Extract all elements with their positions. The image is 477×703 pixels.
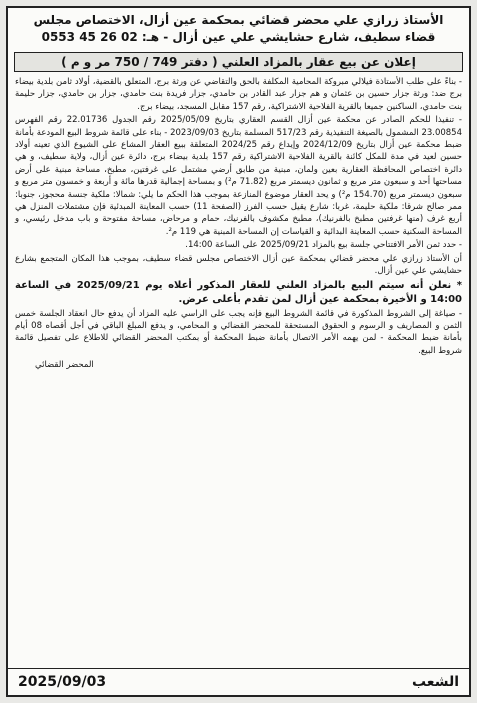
- announcement-sheet: [6, 6, 471, 697]
- paragraph-bailiff: أن الأستاذ زرازي علي محضر قضائي بمحكمة عين أزال الاختصاص مجلس قضاء سطيف، بموجب هذا المكان المتجمع بشارع حشايشي علي عين أزال.: [15, 253, 462, 277]
- announcement-title: إعلان عن بيع عقار بالمزاد العلني ( دفتر 749 / 750 مر و م ): [14, 52, 463, 72]
- paragraph-property: - تنفيذا للحكم الصادر عن محكمة عين أزال القسم العقاري بتاريخ 2025/05/09 رقم الجدول 22.01736 رقم الفهرس 23.00854 المشمول بالصيغة التنفيذية رقم 517/23 المسلمة بتاريخ 2023/09/03 - بناء على قائمة شروط البيع المودعة بأمانة ضبط محكمة عين أزال بتاريخ 2024/12/09 وإيداع رقم 2024/25 المتعلقة ببيع العقار المشاع على الشيوع الذي تعينه أولاد حسين لعيد في مدة للمكل كائنة بالقرية الفلاحية الاشتراكية رقم 157 بلدية بيضاء برج، دائرة عين أزال، ولاية سطيف، و هي دائرة اختصاص المحافظة العقارية بعين ولمان، مبنية من طابق أرضي مشتمل على غرفتين، مطبخ، مساحة مبنية على أرض مساحتها أحد و سبعون متر مربع و ثمانون ديسمتر مربع (71.82 م²) و بمساحة إجمالية قدرها مائة و أربعة و خمسون متر مربع و سبعون ديسمتر مربع (154.70 م²) و يحد العقار موضوع المنازعة بموجب هذا الحكم ما يلي: شمالا: ملكية جنسة محجوز، جنوبا: ممر صالح شرقا: ملكية حليمة، غربا: شارع يقيل حسب الفرز (الصفحة 11) حسب المعاينة المبدئية فإن مشتملات المنزل هي أربع غرف (منها غرفتين مطبخ بالفرنيك)، مطبخ مكشوف بالفرنيك، حمام و مرحاض، مساحة مفتوحة و باب مدخل رئيسي، و المساحة السكنية حسب المعاينة البدائية و القياسات إن المساحة المبنية هي 119 م².: [15, 115, 463, 237]
- header-line-2: قضاء سطيف، شارع حشايشي علي عين أزال - هـ: 02 26 45 0553: [41, 30, 436, 44]
- sale-announcement: * نعلن أنه سيتم البيع بالمزاد العلني للعقار المذكور أعلاه يوم 2025/09/21 في الساعة 14:00 و الأخيرة بمحكمة عين أزال لمن تقدم بأعلى عرض.: [15, 279, 463, 305]
- footer: [8, 668, 469, 695]
- paragraph-parties: - بناءً على طلب الأستاذة فيلالي مبروكة المحامية المكلفة بالحق والتقاضي عن ورثة برج، المتعلق بالقضية، أولاد ثامن بلدية بيضاء برج ضد: ورثة جزار حسين بن عثمان و هم جزار عبد القادر بن حامدي، جزار فريدة بنت حامدي، جزار بن حامدي، جزار حليمة بنت حامدي، الساكنين جميعا بالقرية الفلاحية الاشتراكية، رقم 157 مقابل المسجد، بيضاء برج.: [15, 77, 462, 112]
- signature: المحضر القضائي: [35, 360, 94, 371]
- publication-date: 2025/09/03: [18, 674, 107, 690]
- paragraph-session: - حدد ثمن الأمر الافتتاحي جلسة بيع بالمزاد 2025/09/21 على الساعة 14:00.: [185, 240, 462, 251]
- header-line-1: الأستاذ زرازي علي محضر قضائي بمحكمة عين أزال، الاختصاص مجلس: [33, 13, 444, 27]
- announcement-body: [8, 76, 469, 372]
- paragraph-conditions: - صياغة إلى الشروط المذكورة في قائمة الشروط البيع فإنه يجب على الراسي عليه المزاد أن يدفع حال انعقاد الجلسة خمس الثمن و المصاريف و الرسوم و الحقوق المستحقة للمحضر القضائي و المحامي، و يدفع المبلغ الباقي في أجل أقصاه 08 أيام بأمانة ضبط المحكمة - لمن يهمه الأمر الاتصال بأمانة ضبط المحكمة أو بمكتب المحضر القضائي للاطلاع على تفصيل قائمة شروط البيع.: [15, 308, 462, 356]
- newspaper-name: الشعب: [411, 674, 459, 690]
- header: [8, 8, 469, 48]
